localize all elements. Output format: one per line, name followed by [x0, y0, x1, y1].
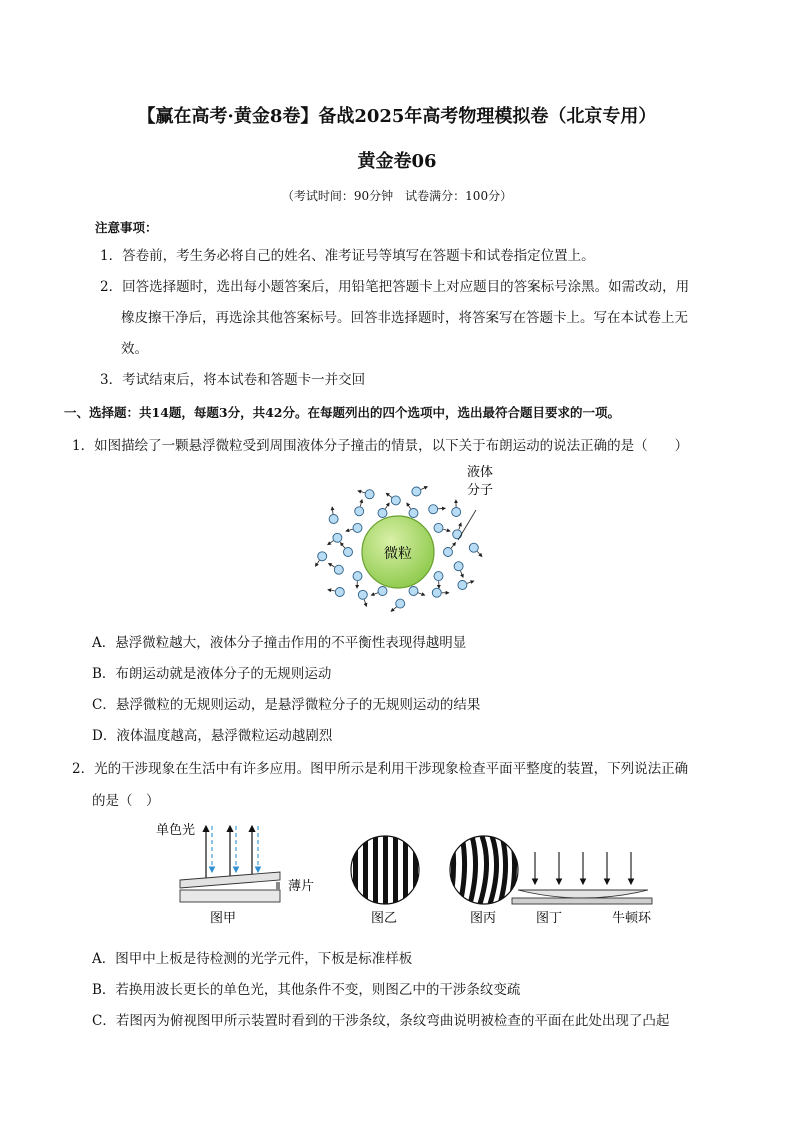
- light-label: 单色光: [156, 823, 196, 838]
- molecule: [334, 565, 343, 574]
- flat-glass: [512, 898, 652, 904]
- question-1-stem: 1．如图描绘了一颗悬浮微粒受到周围液体分子撞击的情景，以下关于布朗运动的说法正确的是（ ）: [72, 438, 689, 454]
- molecule-arrow: [477, 551, 482, 556]
- note-item: 效。: [121, 341, 148, 357]
- note-item: 橡皮擦干净后，再选涂其他答案标号。回答非选择题时，将答案写在答题卡上。写在本试卷上无: [121, 310, 688, 326]
- particle-label: 微粒: [384, 546, 412, 562]
- molecule-arrow: [438, 508, 445, 509]
- molecule: [432, 588, 441, 597]
- molecule: [365, 490, 374, 499]
- molecule: [469, 543, 478, 552]
- caption-b: 图乙: [371, 911, 398, 926]
- film-label: 薄片: [288, 879, 315, 894]
- molecule-arrow: [461, 571, 464, 577]
- molecule: [454, 562, 463, 571]
- caption-e: 牛顿环: [612, 911, 652, 926]
- molecule: [344, 548, 353, 557]
- notes-heading: 注意事项：: [95, 220, 158, 235]
- question-2-stem-line2: 的是（ ）: [92, 793, 160, 809]
- q2-option-a: A．图甲中上板是待检测的光学元件，下板是标准样板: [92, 951, 413, 967]
- note-item: 1．答卷前，考生务必将自己的姓名、准考证号等填写在答题卡和试卷指定位置上。: [100, 248, 595, 264]
- molecule: [434, 523, 443, 532]
- molecule: [434, 572, 443, 581]
- molecule-arrow: [364, 600, 366, 607]
- molecule-arrow: [443, 529, 450, 531]
- molecule: [412, 487, 421, 496]
- molecule: [355, 507, 364, 516]
- molecule-arrow: [421, 487, 427, 490]
- lower-plate: [180, 890, 280, 902]
- molecule: [353, 572, 362, 581]
- caption-c: 图丙: [470, 911, 497, 926]
- molecule: [409, 509, 418, 518]
- molecule: [378, 587, 387, 596]
- molecule: [458, 581, 467, 590]
- molecule-arrow: [329, 563, 335, 567]
- thin-sheet: [276, 882, 280, 890]
- molecule: [335, 588, 344, 597]
- molecule: [333, 533, 342, 542]
- molecule: [452, 508, 461, 517]
- molecule-arrow: [341, 543, 345, 549]
- molecule-arrow: [315, 560, 319, 566]
- molecule: [329, 515, 338, 524]
- q1-option-b: B．布朗运动就是液体分子的无规则运动: [92, 666, 332, 682]
- molecule-arrow: [386, 493, 392, 497]
- page-title: 【赢在高考·黄金8卷】备战2025年高考物理模拟卷（北京专用）: [137, 106, 657, 127]
- molecule-arrow: [391, 607, 396, 612]
- q1-option-a: A．悬浮微粒越大，液体分子撞击作用的不平衡性表现得越明显: [92, 635, 467, 651]
- molecule-label-1: 液体: [467, 465, 494, 480]
- molecule: [409, 587, 418, 596]
- molecule-arrow: [407, 503, 411, 509]
- light-rays: [206, 826, 258, 878]
- molecule: [453, 530, 462, 539]
- molecule-arrow: [328, 541, 334, 545]
- molecule-arrow: [371, 593, 378, 596]
- molecule-label-2: 分子: [467, 483, 494, 498]
- newton-ring-arrows: [535, 852, 631, 884]
- molecule-arrow: [358, 491, 365, 493]
- molecule-arrow: [346, 529, 353, 531]
- caption-d: 图丁: [536, 911, 563, 926]
- molecule-arrow: [332, 507, 333, 514]
- molecule: [378, 509, 387, 518]
- q2-option-b: B．若换用波长更长的单色光，其他条件不变，则图乙中的干涉条纹变疏: [92, 982, 521, 998]
- molecule: [429, 505, 438, 514]
- q1-option-c: C．悬浮微粒的无规则运动，是悬浮微粒分子的无规则运动的结果: [92, 697, 481, 713]
- convex-lens: [518, 890, 648, 898]
- molecule-arrow: [467, 581, 474, 583]
- molecule-arrow: [385, 503, 389, 509]
- molecule: [396, 599, 405, 608]
- question-2-stem-line1: 2．光的干涉现象在生活中有许多应用。图甲所示是利用干涉现象检查平面平整度的装置，下列说法正确: [72, 761, 689, 777]
- molecule: [353, 523, 362, 532]
- molecule: [358, 590, 367, 599]
- page-subtitle: 黄金卷06: [357, 151, 437, 172]
- molecule-arrow: [360, 500, 362, 507]
- molecule-arrow: [328, 590, 335, 591]
- section-heading: 一、选择题：共14题，每题3分，共42分。在每题列出的四个选项中，选出最符合题目要求的一项。: [64, 405, 620, 420]
- brownian-motion-figure: [300, 462, 520, 612]
- molecule: [318, 552, 327, 561]
- molecule-arrow: [459, 523, 461, 530]
- molecule: [391, 496, 400, 505]
- note-item: 2．回答选择题时，选出每小题答案后，用铅笔把答题卡上对应题目的答案标号涂黑。如需改动，用: [100, 279, 690, 295]
- molecule-arrow: [451, 543, 455, 549]
- q2-option-c: C．若图丙为俯视图甲所示装置时看到的干涉条纹，条纹弯曲说明被检查的平面在此处出现了凸起: [92, 1013, 670, 1029]
- caption-a: 图甲: [210, 911, 237, 926]
- interference-figure: [150, 818, 670, 930]
- molecule-arrow: [418, 593, 425, 596]
- exam-info: （考试时间：90分钟 试卷满分：100分）: [281, 189, 513, 203]
- molecule: [444, 548, 453, 557]
- note-item: 3．考试结束后，将本试卷和答题卡一并交回: [100, 372, 366, 388]
- q1-option-d: D．液体温度越高，悬浮微粒运动越剧烈: [92, 728, 333, 744]
